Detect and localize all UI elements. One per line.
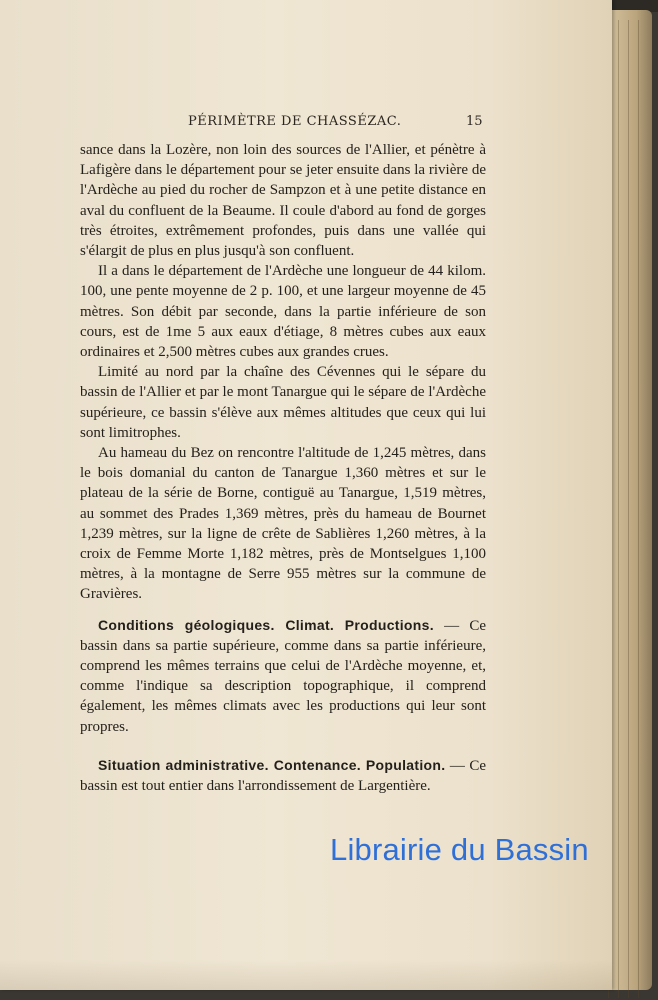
page-bottom-shade — [0, 960, 612, 990]
running-title: PÉRIMÈTRE DE CHASSÉZAC. — [188, 114, 402, 129]
section-gap — [80, 605, 486, 615]
page-edge-line — [628, 20, 629, 998]
section-heading: Situation administrative. Contenance. Population. — [98, 756, 446, 773]
section-gap — [80, 737, 486, 755]
paragraph: Il a dans le département de l'Ardèche une longueur de 44 kilom. 100, une pente moyenne de 2 p. 100, et une largeur moyenne de 45 mètres. Son débit par seconde, dans la partie inférieure de son cours, est de 1me 5 aux eaux d'étiage, 8 mètres cubes aux eaux ordinaires et 2,500 mètres cubes aux grandes crues. — [80, 263, 486, 361]
paragraph: Limité au nord par la chaîne des Cévennes qui le sépare du bassin de l'Allier et par le mont Tanargue qui le sépare de l'Ardèche supérieure, ce bassin s'élève aux mêmes altitudes que ceux qui lui sont limitrophes. — [80, 364, 486, 441]
page-edge-line — [638, 20, 639, 998]
page-number: 15 — [466, 114, 483, 129]
section-heading: Conditions géologiques. Climat. Productions. — [98, 616, 434, 633]
page-header — [0, 114, 600, 134]
section-text: — Ce bassin est tout entier dans l'arrondissement de Largentière. — [80, 757, 486, 795]
body-text — [80, 140, 486, 796]
paragraph: sance dans la Lozère, non loin des sources de l'Allier, et pénètre à Lafigère dans le département pour se jeter ensuite dans la rivière de l'Ardèche au pied du rocher de Sampzon et à une petite distance en aval du confluent de la Beaume. Il coule d'abord au fond de gorges très étroites, extrêmement profondes, puis dans une vallée qui s'élargit de plus en plus jusqu'à son confluent. — [80, 142, 486, 260]
section-text: — Ce bassin dans sa partie supérieure, comme dans sa partie inférieure, comprend les mêmes terrains que celui de l'Ardèche moyenne, et, comme l'indique sa description topographique, il comprend également, les mêmes climats avec les productions qui leur sont propres. — [80, 617, 486, 735]
watermark-text: Librairie du Bassin — [330, 832, 589, 867]
section-paragraph — [80, 755, 486, 796]
page-edge-line — [618, 20, 619, 998]
paragraph: Au hameau du Bez on rencontre l'altitude de 1,245 mètres, dans le bois domanial du canton de Tanargue 1,360 mètres et sur le plateau de la série de Borne, contiguë au Tanargue, 1,519 mètres, au sommet des Prades 1,369 mètres, près du hameau de Bournet 1,239 mètres, sur la ligne de crête de Sablières 1,260 mètres, à la croix de Femme Morte 1,182 mètres, près de Montselgues 1,100 mètres, à la montagne de Serre 955 mètres sur la commune de Gravières. — [80, 445, 486, 603]
section-paragraph — [80, 615, 486, 737]
